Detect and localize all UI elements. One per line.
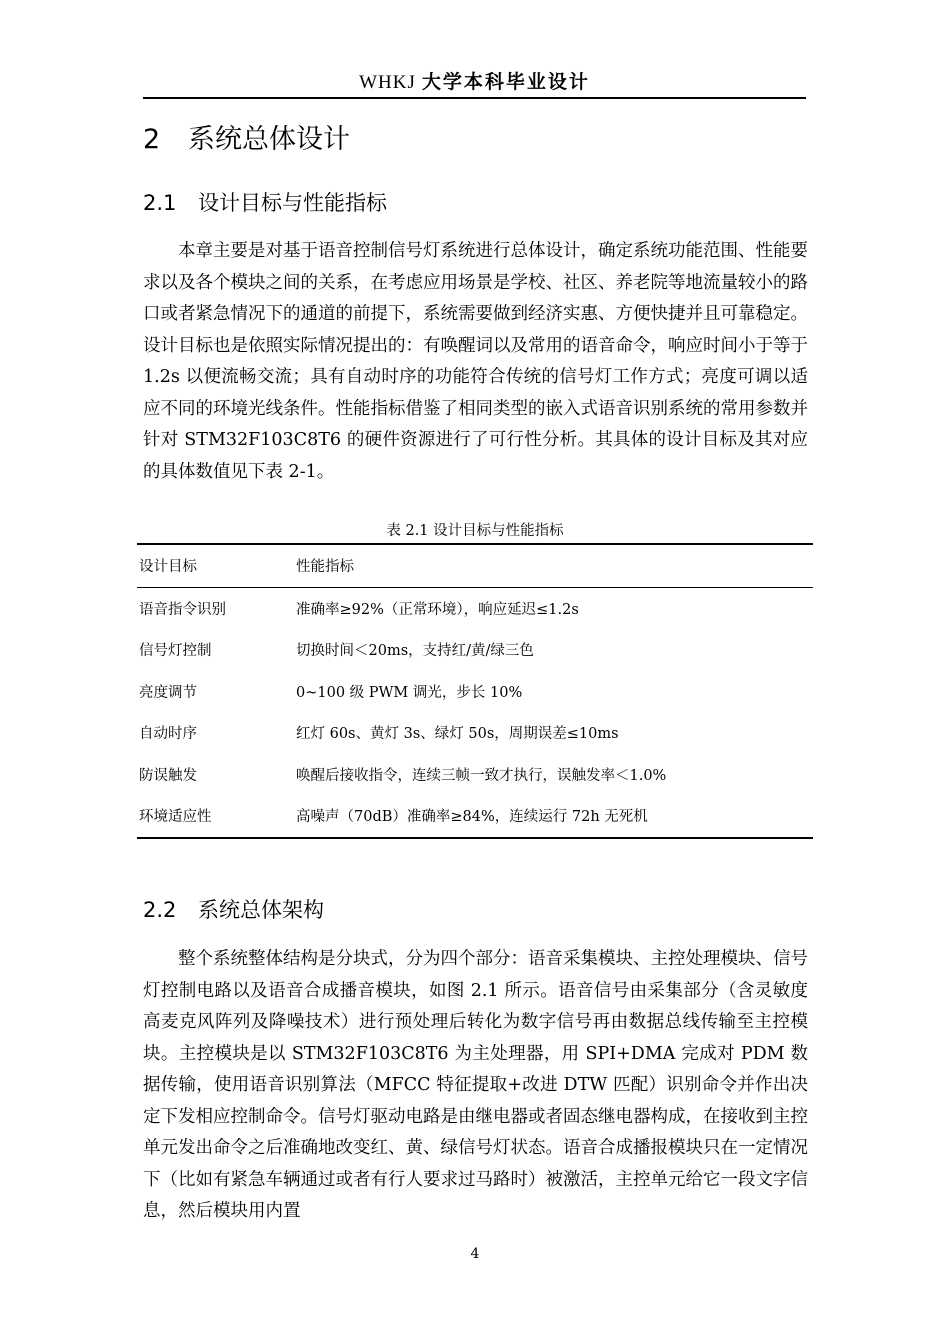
section-heading-2-1	[143, 187, 387, 219]
table-row	[137, 587, 813, 629]
section-number: 2.1	[143, 191, 177, 215]
table-row	[137, 795, 813, 838]
header-title-text: 大学本科毕业设计	[421, 71, 590, 93]
paragraph-architecture: 整个系统整体结构是分块式，分为四个部分：语音采集模块、主控处理模块、信号灯控制电路以及语音合成播音模块，如图 2.1 所示。语音信号由采集部分（含灵敏度高麦克风阵列及降噪技术）进行预处理后转化为数字信号再由数据总线传输至主控模块。主控模块是以 STM32F103C8T6 为主处理器，用 SPI+DMA 完成对 PDM 数据传输，使用语音识别算法（MFCC 特征提取+改进 DTW 匹配）识别命令并作出决定下发相应控制命令。信号灯驱动电路是由继电器或者固态继电器构成，在接收到主控单元发出命令之后准确地改变红、黄、绿信号灯状态。语音合成播报模块只在一定情况下（比如有紧急车辆通过或者有行人要求过马路时）被激活，主控单元给它一段文字信息，然后模块用内置	[143, 949, 808, 1221]
table-cell-goal: 语音指令识别	[139, 601, 226, 618]
table-header-metric: 性能指标	[294, 544, 813, 587]
table-cell-metric: 切换时间＜20ms，支持红/黄/绿三色	[296, 643, 534, 660]
page-header	[143, 66, 806, 99]
table-row	[137, 671, 813, 713]
table-cell-metric: 唤醒后接收指令，连续三帧一致才执行，误触发率＜1.0%	[296, 767, 667, 784]
table-row	[137, 629, 813, 671]
table-cell-goal: 亮度调节	[139, 684, 197, 701]
chapter-title: 系统总体设计	[188, 124, 350, 155]
table-row	[137, 712, 813, 754]
section-number: 2.2	[143, 898, 177, 922]
table-caption: 表 2.1 设计目标与性能指标	[386, 523, 564, 539]
table-cell-metric: 0~100 级 PWM 调光，步长 10%	[296, 684, 523, 701]
section-title: 设计目标与性能指标	[198, 191, 387, 215]
paragraph-design-goals: 本章主要是对基于语音控制信号灯系统进行总体设计，确定系统功能范围、性能要求以及各个模块之间的关系，在考虑应用场景是学校、社区、养老院等地流量较小的路口或者紧急情况下的通道的前提下，系统需要做到经济实惠、方便快捷并且可靠稳定。设计目标也是依照实际情况提出的：有唤醒词以及常用的语音命令，响应时间小于等于 1.2s 以便流畅交流；具有自动时序的功能符合传统的信号灯工作方式；亮度可调以适应不同的环境光线条件。性能指标借鉴了相同类型的嵌入式语音识别系统的常用参数并针对 STM32F103C8T6 的硬件资源进行了可行性分析。其具体的设计目标及其对应的具体数值见下表 2-1。	[143, 241, 808, 482]
table-cell-metric: 准确率≥92%（正常环境），响应延迟≤1.2s	[296, 601, 579, 618]
table-cell-goal: 防误触发	[139, 767, 197, 784]
section-heading-2-2	[143, 894, 324, 926]
table-row	[137, 754, 813, 796]
table-cell-goal: 信号灯控制	[139, 643, 212, 660]
table-cell-goal: 环境适应性	[139, 809, 212, 826]
table-cell-goal: 自动时序	[139, 726, 197, 743]
page-number: 4	[470, 1246, 480, 1262]
chapter-number: 2	[143, 124, 161, 155]
chapter-heading	[143, 120, 350, 160]
table-cell-metric: 红灯 60s、黄灯 3s、绿灯 50s，周期误差≤10ms	[296, 726, 619, 743]
table-header-row	[137, 544, 813, 587]
table-header-goal: 设计目标	[137, 544, 294, 587]
section-title: 系统总体架构	[198, 898, 324, 922]
table-cell-metric: 高噪声（70dB）准确率≥84%，连续运行 72h 无死机	[296, 809, 648, 826]
performance-table	[137, 543, 813, 839]
header-latin-text: WHKJ	[359, 72, 416, 93]
